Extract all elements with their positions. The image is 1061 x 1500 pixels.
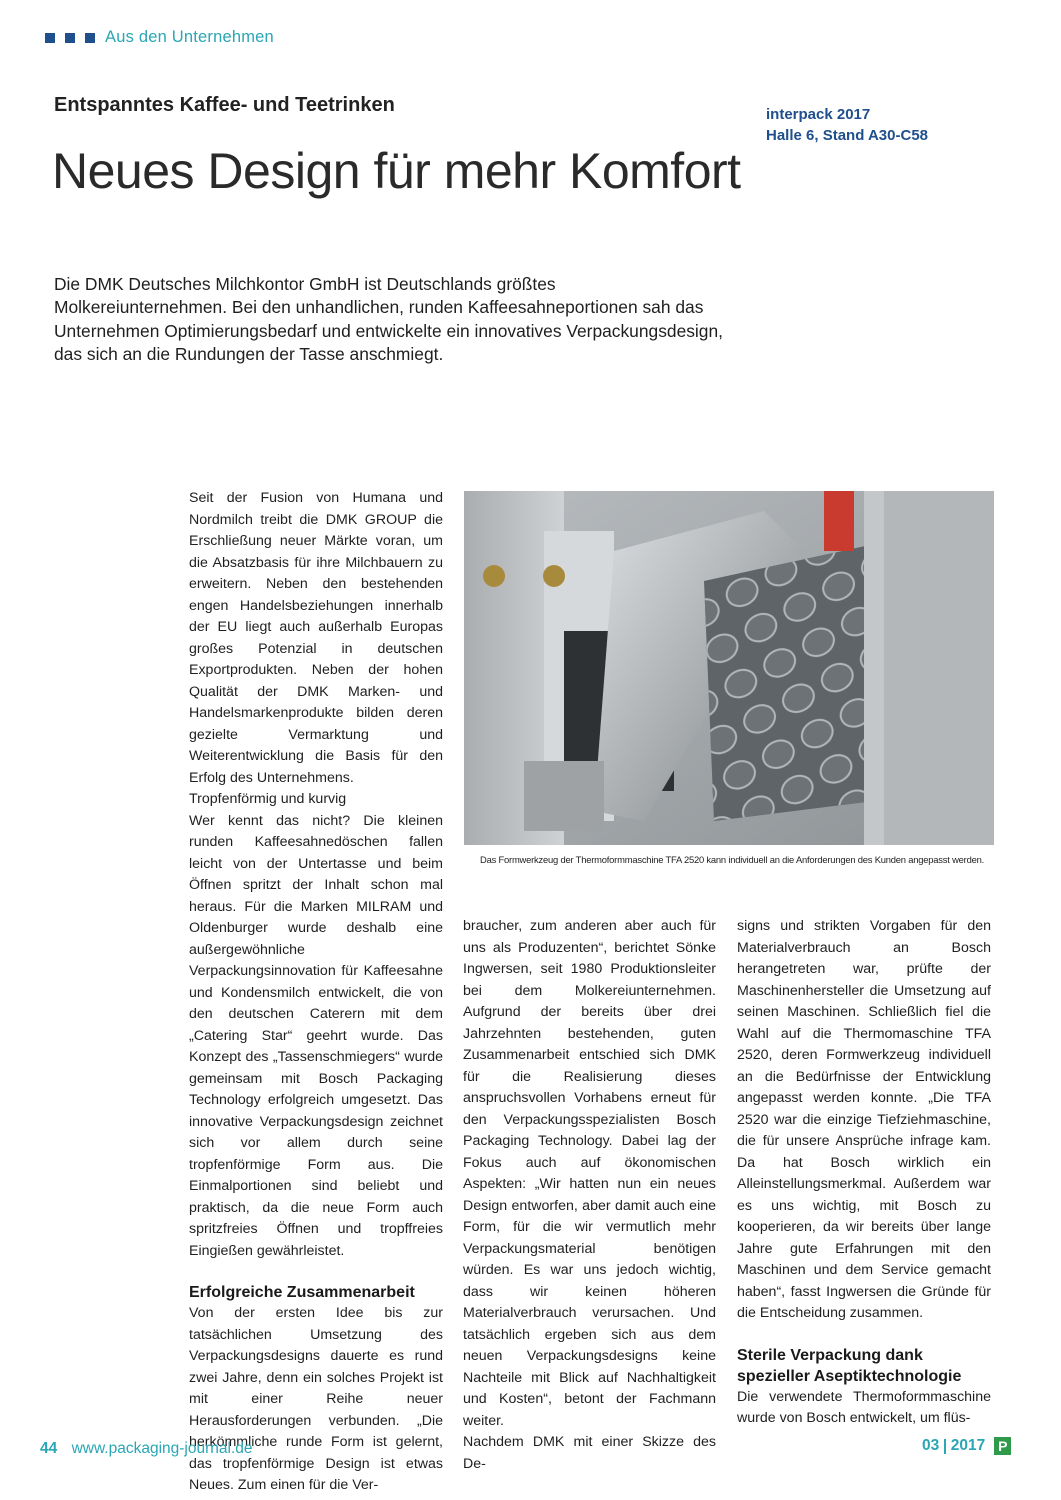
text-column-2: [463, 916, 716, 1475]
paragraph: signs und strikten Vorgaben für den Materialverbrauch an Bosch herangetreten war, prüfte der Maschinenhersteller die Umsetzung auf seinen Maschinen. Schließlich fiel die Wahl auf die Thermomaschine TFA 2520, deren Formwerkzeug individuell an die Bedürfnisse der Entwicklung angepasst werden konnte. „Die TFA 2520 war die einzige Tiefziehmaschine, die für unsere Ansprüche infrage kam. Da hat Bosch wirklich ein Alleinstellungsmerkmal. Außerdem war es uns wichtig, mit Bosch zu kooperieren, da wir bereits über lange Jahre gute Erfahrungen mit den Maschinen und dem Service gemacht haben“, fasst Ingwersen die Gründe für die Entscheidung zusammen.: [737, 918, 991, 1321]
issue-year: 2017: [950, 1437, 986, 1454]
section-label: Aus den Unternehmen: [105, 28, 274, 46]
paragraph: Von der ersten Idee bis zur tatsächlichen Umsetzung des Verpackungsdesigns dauerte es rund zwei Jahre, denn ein solches Projekt ist mit einer Reihe neuer Herausforderungen verbunden. „Die herkömmliche runde Form ist gelernt, das tropfenförmige Design ist etwas Neues. Zum einen für die Ver-: [189, 1305, 443, 1493]
text-column-3: [737, 916, 991, 1430]
article-kicker: Entspanntes Kaffee- und Teetrinken: [54, 94, 395, 116]
paragraph: braucher, zum anderen aber auch für uns als Produzenten“, berichtet Sönke Ingwersen, seit 1980 Produktionsleiter bei dem Molkereiunternehmen. Aufgrund der bereits über drei Jahrzehnten bestehenden, guten Zusammenarbeit entschied sich DMK für die Realisierung dieses anspruchsvollen Vorhabens erneut für den Verpackungsspezialisten Bosch Packaging Technology. Dabei lag der Fokus auch auf ökonomischen Aspekten: „Wir hatten nun ein neues Design entworfen, aber damit auch eine Form, für die wir vermutlich mehr Verpackungsmaterial benötigen würden. Es war uns jedoch wichtig, dass wir keinen höheren Materialverbrauch verursachen. Und tatsächlich ergeben sich aus dem neuen Verpackungsdesigns keine Nachteile mit Blick auf Nachhaltigkeit und Kosten“, betont der Fachmann weiter.: [463, 918, 716, 1429]
page-number: 44: [40, 1440, 58, 1457]
subheading: Sterile Verpackung dank spezieller Aseptiktechnologie: [737, 1346, 962, 1385]
paragraph: Nachdem DMK mit einer Skizze des De-: [463, 1434, 716, 1472]
article-headline: Neues Design für mehr Komfort: [52, 143, 741, 199]
fair-stand: Halle 6, Stand A30-C58: [766, 127, 929, 144]
paragraph: Wer kennt das nicht? Die kleinen runden Kaffeesahnedöschen fallen leicht von der Untertasse und beim Öffnen spritzt der Inhalt schon mal heraus. Für die Marken MILRAM und Oldenburger wurde deshalb eine außergewöhnliche Verpackungsinnovation für Kaffeesahne und Kondensmilch entwickelt, die von den deutschen Caterern mit dem „Catering Star“ geehrt wurde. Das Konzept des „Tassenschmiegers“ wurde gemeinsam mit Bosch Packaging Technology erfolgreich umgesetzt. Das innovative Verpackungsdesign zeichnet sich vor allem durch seine tropfenförmige Form aus. Die Einmalportionen sind beliebt und praktisch, da die neue Form auch spritzfreies Öffnen und tropffreies Eingießen gewährleistet.: [189, 812, 443, 1259]
subheading-inline: Tropfenförmig und kurvig: [189, 791, 347, 807]
square-bullet-icon: [85, 33, 95, 43]
footer-right: [922, 1437, 1011, 1455]
section-header: [45, 28, 274, 47]
subheading: Erfolgreiche Zusammenarbeit: [189, 1284, 415, 1301]
square-bullet-icon: [65, 33, 75, 43]
fair-name: interpack 2017: [766, 106, 871, 123]
fair-info: [766, 104, 928, 146]
thermoforming-tool-image: [464, 491, 994, 845]
website-url[interactable]: www.packaging-journal.de: [71, 1440, 253, 1457]
text-column-1: [189, 488, 443, 1497]
article-lead: Die DMK Deutsches Milchkontor GmbH ist Deutschlands größtes Molkereiunternehmen. Bei den unhandlichen, runden Kaffeesahneportionen sah das Unternehmen Optimierungsbedarf und entwickelte ein innovatives Verpackungsdesign, das sich an die Rundungen der Tasse anschmiegt.: [54, 274, 723, 365]
paragraph: Die verwendete Thermoformmaschine wurde von Bosch entwickelt, um flüs-: [737, 1388, 991, 1426]
issue-number: 03: [922, 1437, 940, 1454]
paragraph: Seit der Fusion von Humana und Nordmilch treibt die DMK GROUP die Erschließung neuer Märkte voran, um die Absatzbasis für ihre Milchbauern zu erweitern. Neben den bestehenden engen Handelsbeziehungen innerhalb der EU liegt auch außerhalb Europas großes Potenzial in deutschen Exportprodukten. Neben der hohen Qualität der DMK Marken- und Handelsmarkenprodukte bilden deren gezielte Vermarktung und Weiterentwicklung die Basis für den Erfolg des Unternehmens.: [189, 490, 443, 786]
divider: [944, 1439, 946, 1454]
footer-left: [40, 1440, 253, 1458]
photo-caption: Das Formwerkzeug der Thermoformmaschine TFA 2520 kann individuell an die Anforderungen des Kunden angepasst werden.: [480, 854, 985, 865]
article-photo: [464, 491, 994, 845]
publisher-logo-icon: P: [994, 1437, 1011, 1455]
square-bullet-icon: [45, 33, 55, 43]
